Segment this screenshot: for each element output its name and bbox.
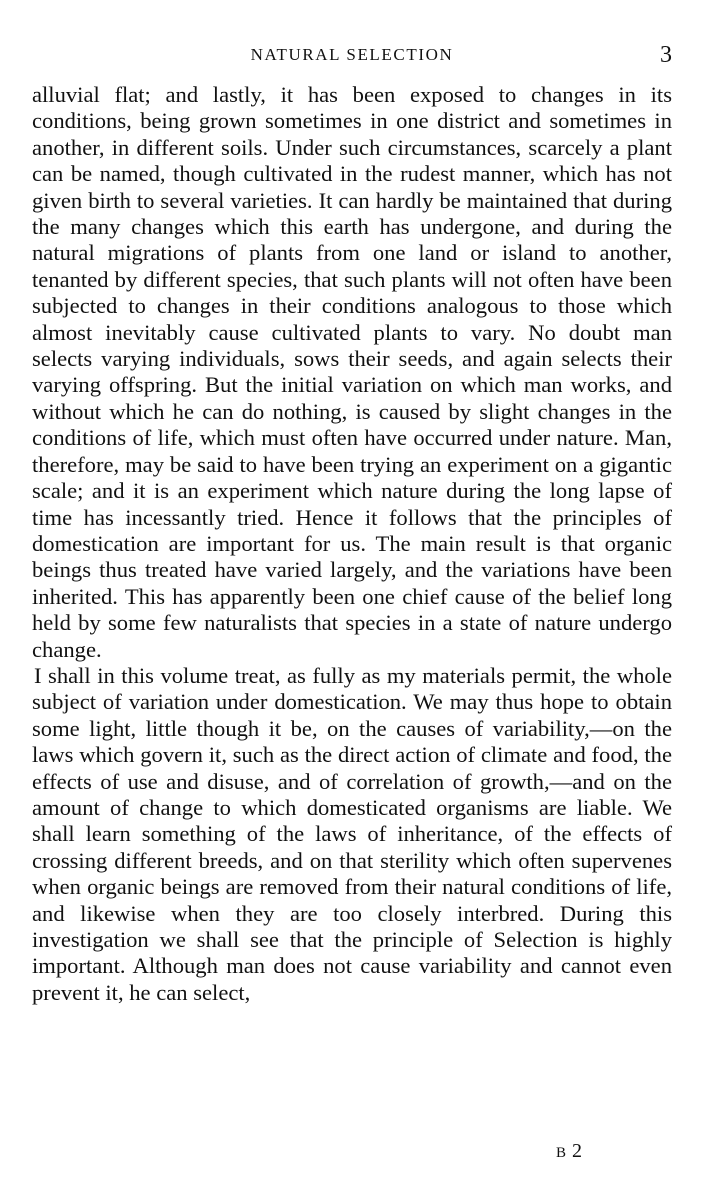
running-head (32, 42, 672, 68)
paragraph-volume-scope: I shall in this volume treat, as fully as my materials permit, the whole subject of variation under domestication. We may thus hope to obtain some light, little though it be, on the causes of variability,—on the laws which govern it, such as the direct action of climate and food, the effects of use and disuse, and of correlation of growth,—and on the amount of change to which domesticated organisms are liable. We shall learn something of the laws of inheritance, of the effects of crossing different breeds, and on that sterility which often supervenes when organic beings are removed from their natural conditions of life, and likewise when they are too closely interbred. During this investigation we shall see that the principle of Selection is highly important. Although man does not cause variability and cannot even prevent it, he can select, (32, 662, 672, 1005)
signature-number: 2 (572, 1140, 585, 1162)
body-text (32, 82, 672, 1006)
signature-mark (556, 1138, 584, 1166)
page-number: 3 (660, 42, 672, 68)
running-title: NATURAL SELECTION (250, 45, 454, 64)
paragraph-continued: alluvial flat; and lastly, it has been exposed to changes in its conditions, being grown sometimes in one district and sometimes in another, in different soils. Under such circumstances, scarcely a plant can be named, though cultivated in the rudest manner, which has not given birth to several varieties. It can hardly be maintained that during the many changes which this earth has undergone, and during the natural migrations of plants from one land or island to another, tenanted by different species, that such plants will not often have been subjected to changes in their conditions analogous to those which almost inevitably cause cultivated plants to vary. No doubt man selects varying individuals, sows their seeds, and again selects their varying offspring. But the initial variation on which man works, and without which he can do nothing, is caused by slight changes in the conditions of life, which must often have occurred under nature. Man, therefore, may be said to have been trying an experiment on a gigantic scale; and it is an experiment which nature during the long lapse of time has incessantly tried. Hence it follows that the principles of domestication are important for us. The main result is that organic beings thus treated have varied largely, and the variations have been inherited. This has apparently been one chief cause of the belief long held by some few naturalists that species in a state of nature undergo change. (32, 82, 672, 662)
signature-letter: B (556, 1145, 567, 1161)
